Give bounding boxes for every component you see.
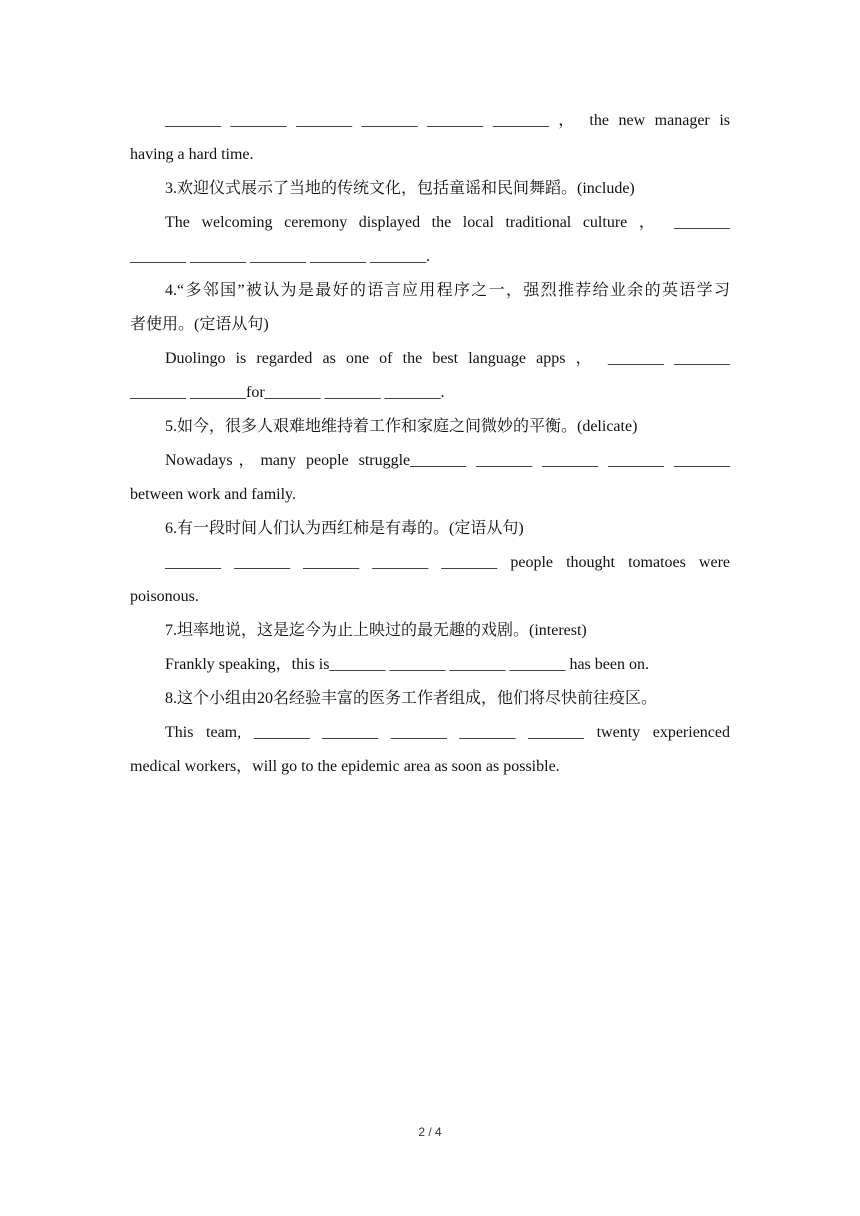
question-4-prompt: 4.“多邻国”被认为是最好的语言应用程序之一，强烈推荐给业余的英语学习	[165, 282, 730, 299]
answer-line: having a hard time.	[130, 146, 254, 163]
question-3-prompt: 3.欢迎仪式展示了当地的传统文化，包括童谣和民间舞蹈。(include)	[165, 180, 635, 197]
question-8-prompt: 8.这个小组由20名经验丰富的医务工作者组成，他们将尽快前往疫区。	[165, 690, 658, 707]
answer-line: Nowadays，many people struggle_______ _______ _______ _______ _______	[165, 452, 730, 469]
page-number: 2 / 4	[418, 1125, 442, 1139]
question-7-prompt: 7.坦率地说，这是迄今为止上映过的最无趣的戏剧。(interest)	[165, 622, 587, 639]
question-6-prompt: 6.有一段时间人们认为西红柿是有毒的。(定语从句)	[165, 520, 524, 537]
answer-line: This team, _______ _______ _______ _______ _______ twenty experienced	[165, 724, 730, 741]
question-5-prompt: 5.如今，很多人艰难地维持着工作和家庭之间微妙的平衡。(delicate)	[165, 418, 638, 435]
answer-line: Duolingo is regarded as one of the best language apps ， _______ _______	[165, 350, 730, 367]
answer-line: _______ _______ _______ _______ _______ _______ ， the new manager is	[165, 112, 730, 129]
answer-line: between work and family.	[130, 486, 297, 503]
answer-line: The welcoming ceremony displayed the local traditional culture ， _______	[165, 214, 730, 231]
question-4-prompt-cont: 者使用。(定语从句)	[130, 316, 269, 333]
answer-line: medical workers，will go to the epidemic area as soon as possible.	[130, 758, 560, 775]
answer-line: poisonous.	[130, 588, 199, 605]
worksheet-body	[130, 104, 730, 784]
answer-line: _______ _______for_______ _______ _______.	[130, 384, 445, 401]
answer-line: Frankly speaking，this is_______ _______ _______ _______ has been on.	[165, 656, 649, 673]
answer-line: _______ _______ _______ _______ _______.	[130, 248, 430, 265]
answer-line: _______ _______ _______ _______ _______ people thought tomatoes were	[165, 554, 730, 571]
